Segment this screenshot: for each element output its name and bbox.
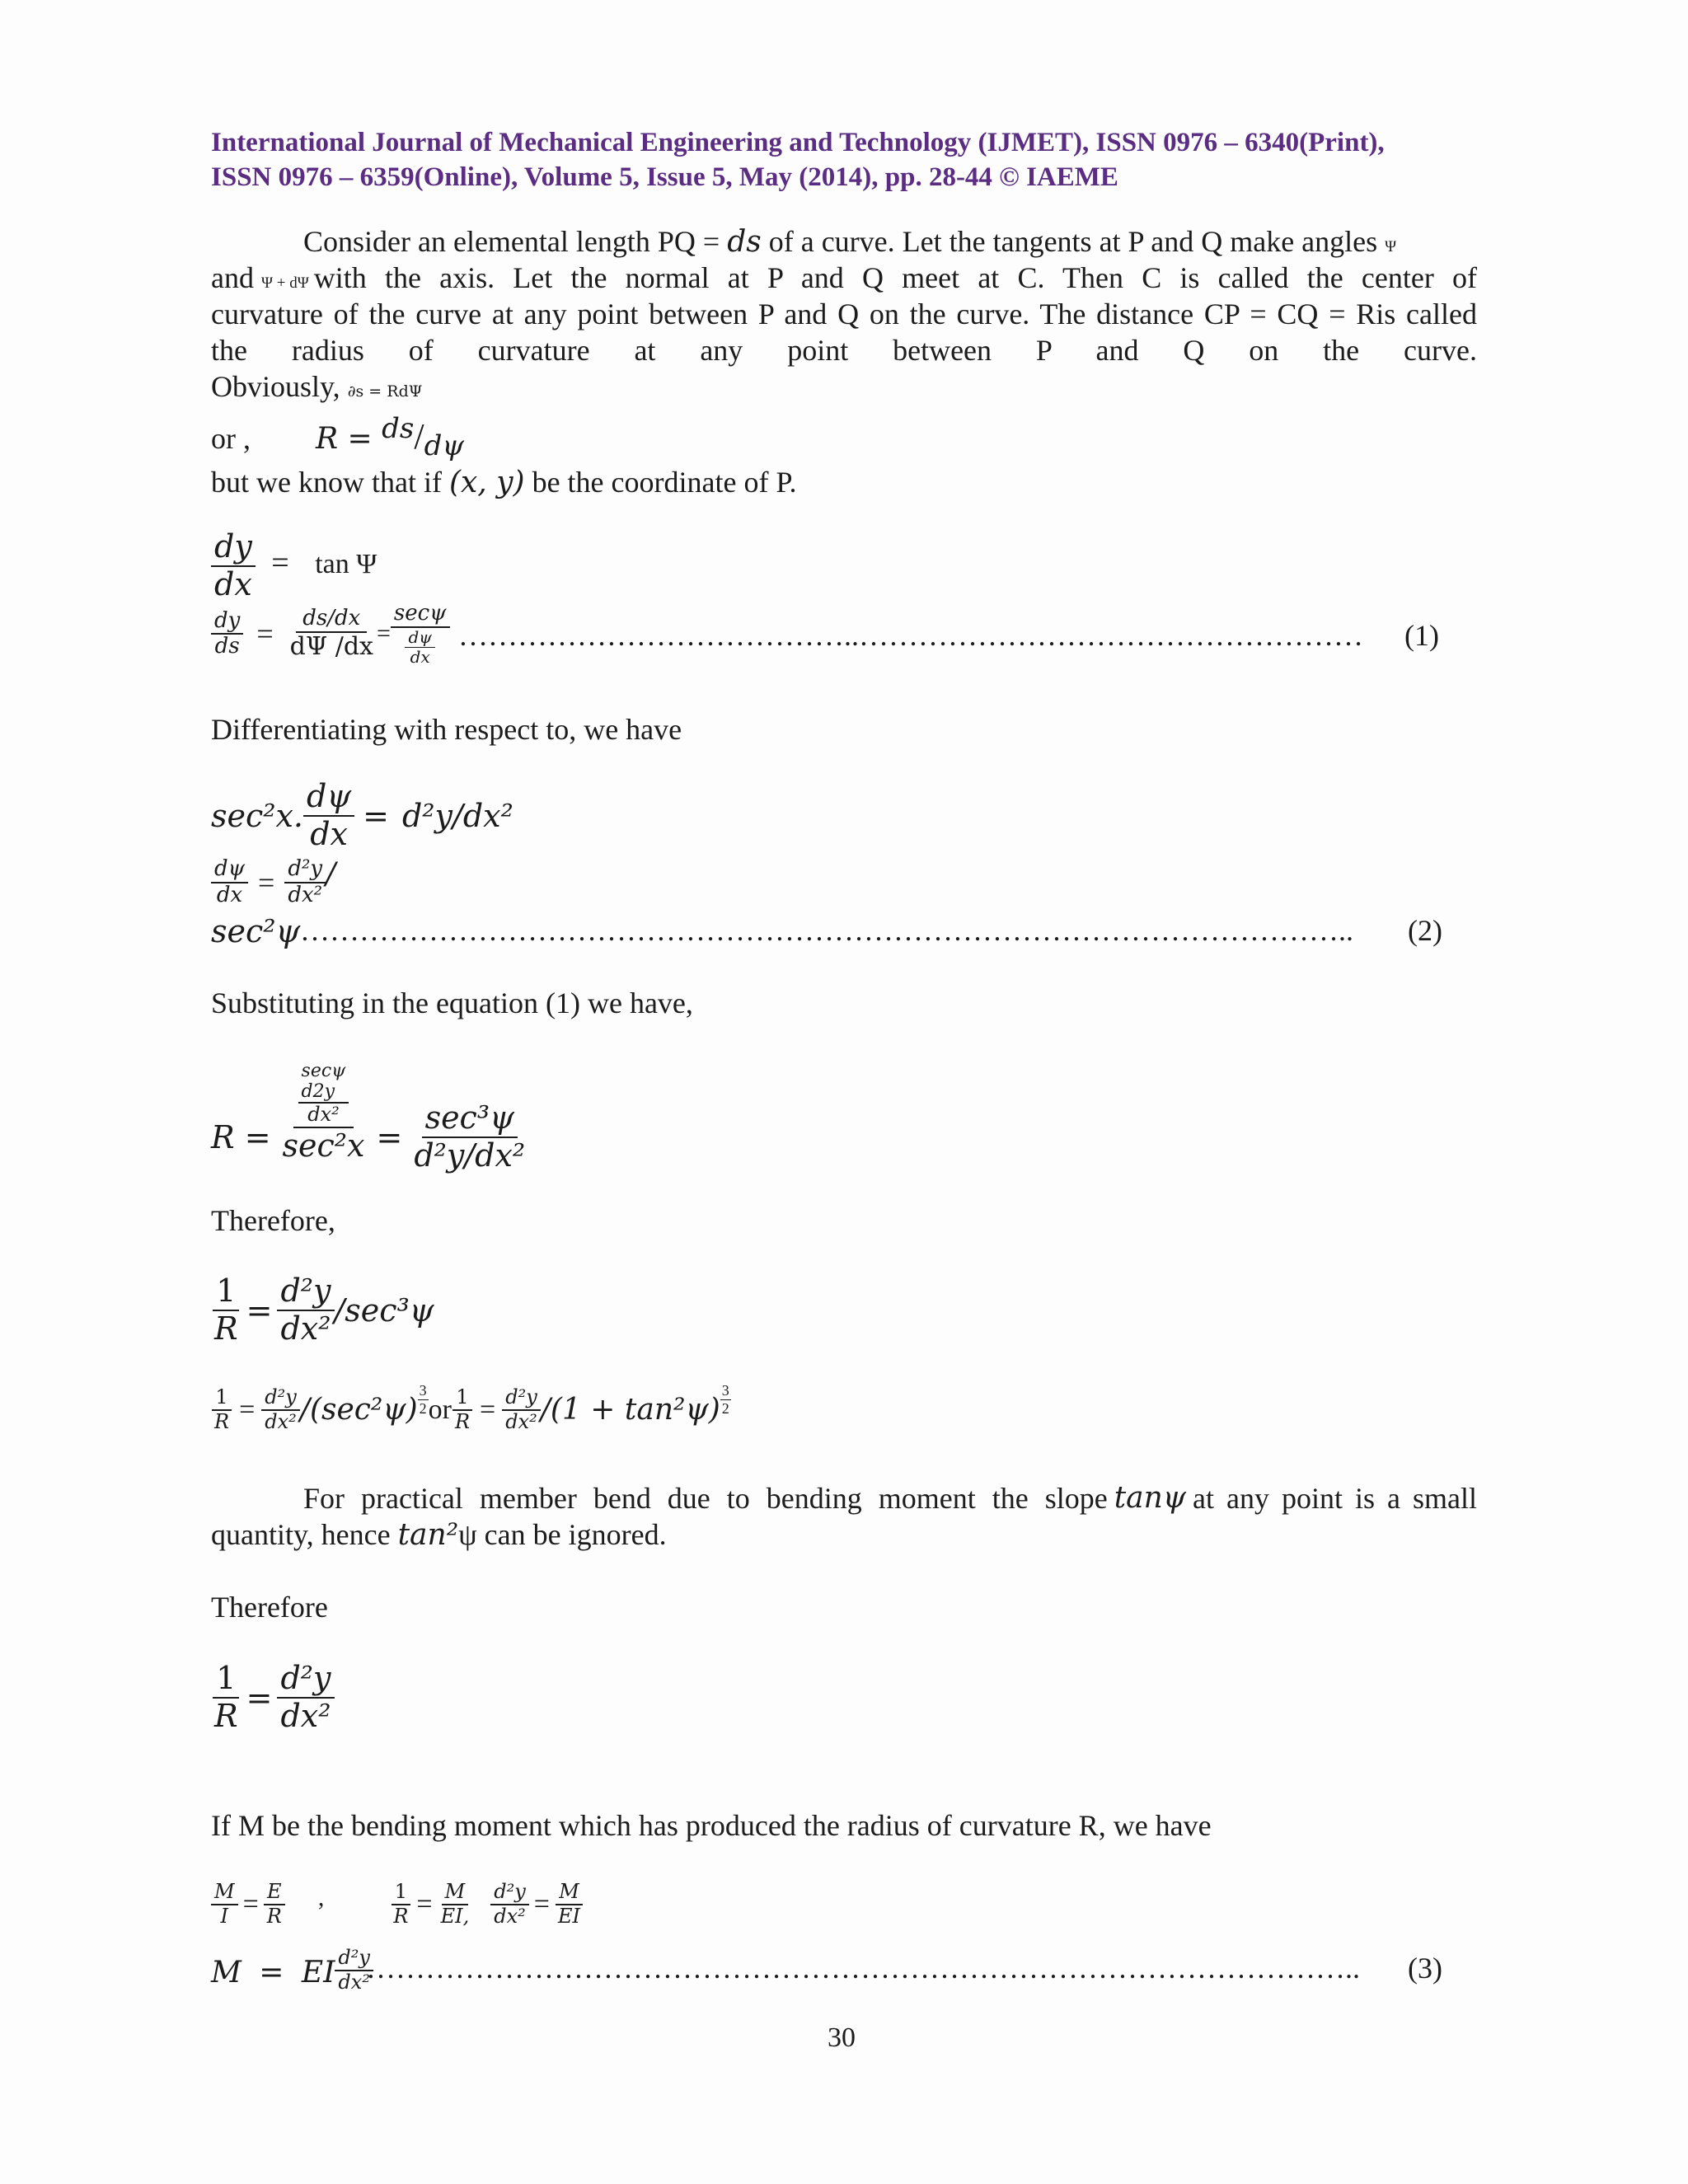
equation-3: M = EI $\frac{\text{d²y}}{\text{dx²}}$ (211, 1952, 373, 1994)
para1-line6: or , $R = ^{ds}/_{d\psi}$ (211, 412, 465, 463)
equation-2-label: (2) (1408, 914, 1442, 947)
para1-line5: Obviously, ∂s = RdΨ (211, 370, 423, 403)
equation-sec2x: sec²x. $\frac{d\psi}{dx}$ = d²y/dx² (211, 778, 513, 852)
equation-3-label: (3) (1408, 1952, 1442, 1985)
equation-2-line2: sec²ψ (211, 913, 301, 949)
therefore-text-2: Therefore (211, 1591, 328, 1624)
equation-dpsi-dx: $\frac{d\psi}{dx}$ = $\frac{\text{d²y}}{\text{dx²}}$ / (211, 857, 335, 908)
equation-1-label: (1) (1404, 619, 1439, 652)
journal-header-line-1: International Journal of Mechanical Engineering and Technology (IJMET), ISSN 0976 – 6340(Print), (211, 128, 1385, 157)
equation-dy-dx-tan: $\frac{dy}{dx}$ = tan Ψ (211, 529, 377, 602)
equation-1-over-R-simple: $\frac{1}{R}$ = $\frac{\text{d²y}}{\text{dx²}}$ (211, 1661, 335, 1734)
para1-line7: but we know that if (x, y) be the coordinate of P. (211, 466, 797, 499)
para1-line3: curvature of the curve at any point between P and Q on the curve. The distance CP = CQ = Ris called (211, 298, 1477, 330)
para2-line2: quantity, hence tan²ψ can be ignored. (211, 1518, 667, 1552)
para1-line1: Consider an elemental length PQ = ds of a curve. Let the tangents at P and Q make angles Ψ (303, 225, 1397, 259)
page-number: 30 (828, 2022, 856, 2053)
equation-1-dots: …………………………………..…………………………………………… (458, 619, 1363, 652)
para1-line4: the radius of curvature at any point between P and Q on the curve. (211, 334, 1477, 367)
equation-2-dots: …………………………………………………………………………………………….. (300, 914, 1353, 947)
equation-R-sec3: R = secψ d2y dx² sec²x = $\frac{\text{sec³ψ}}{\text{d²y/dx²}}$ (211, 1060, 526, 1174)
para2-line1: For practical member bend due to bending moment the slope tanψ at any point is a small (303, 1481, 1477, 1515)
equation-M-over-I: $\frac{M}{I}$ = $\frac{E}{R}$ , $\frac{1}{R}$ = $\frac{M}{EI,}$ $\frac{\text{d²y}}{\text{dx²}}$ = $\frac{M}{EI}$ (211, 1881, 584, 1928)
equation-3-dots: ……………………………………………………………………………………….. (366, 1952, 1360, 1985)
equation-1-over-R-sec3: $\frac{1}{R}$ = $\frac{\text{d²y}}{\text{dx²}}$ /sec³ψ (214, 1272, 434, 1347)
equation-1-over-R-full: $\frac{1}{R}$ = $\frac{\text{d²y}}{\text{dx²}}$ /(sec²ψ) $\frac{3}{2}$ or $\frac{1}{R}$ = $\frac{\text{d²y}}{\text{dx²}}$ /(1 + tan²ψ) $\frac{3}{2}$ (211, 1386, 731, 1433)
therefore-text-1: Therefore, (211, 1204, 335, 1237)
substituting-text: Substituting in the equation (1) we have, (211, 987, 693, 1019)
para1-line2: and Ψ + dΨ with the axis. Let the normal at P and Q meet at C. Then C is called the center of (211, 261, 1477, 294)
bending-moment-text: If M be the bending moment which has produced the radius of curvature R, we have (211, 1809, 1212, 1842)
journal-header-line-2: ISSN 0976 – 6359(Online), Volume 5, Issue 5, May (2014), pp. 28-44 © IAEME (211, 162, 1118, 192)
equation-1: $\frac{dy}{ds}$ = $\frac{ds/dx}{d\Psi /dx}$ = $\frac{\sec\psi}{\frac{d\psi}{dx}}$ (211, 602, 450, 667)
differentiating-text: Differentiating with respect to, we have (211, 713, 682, 746)
